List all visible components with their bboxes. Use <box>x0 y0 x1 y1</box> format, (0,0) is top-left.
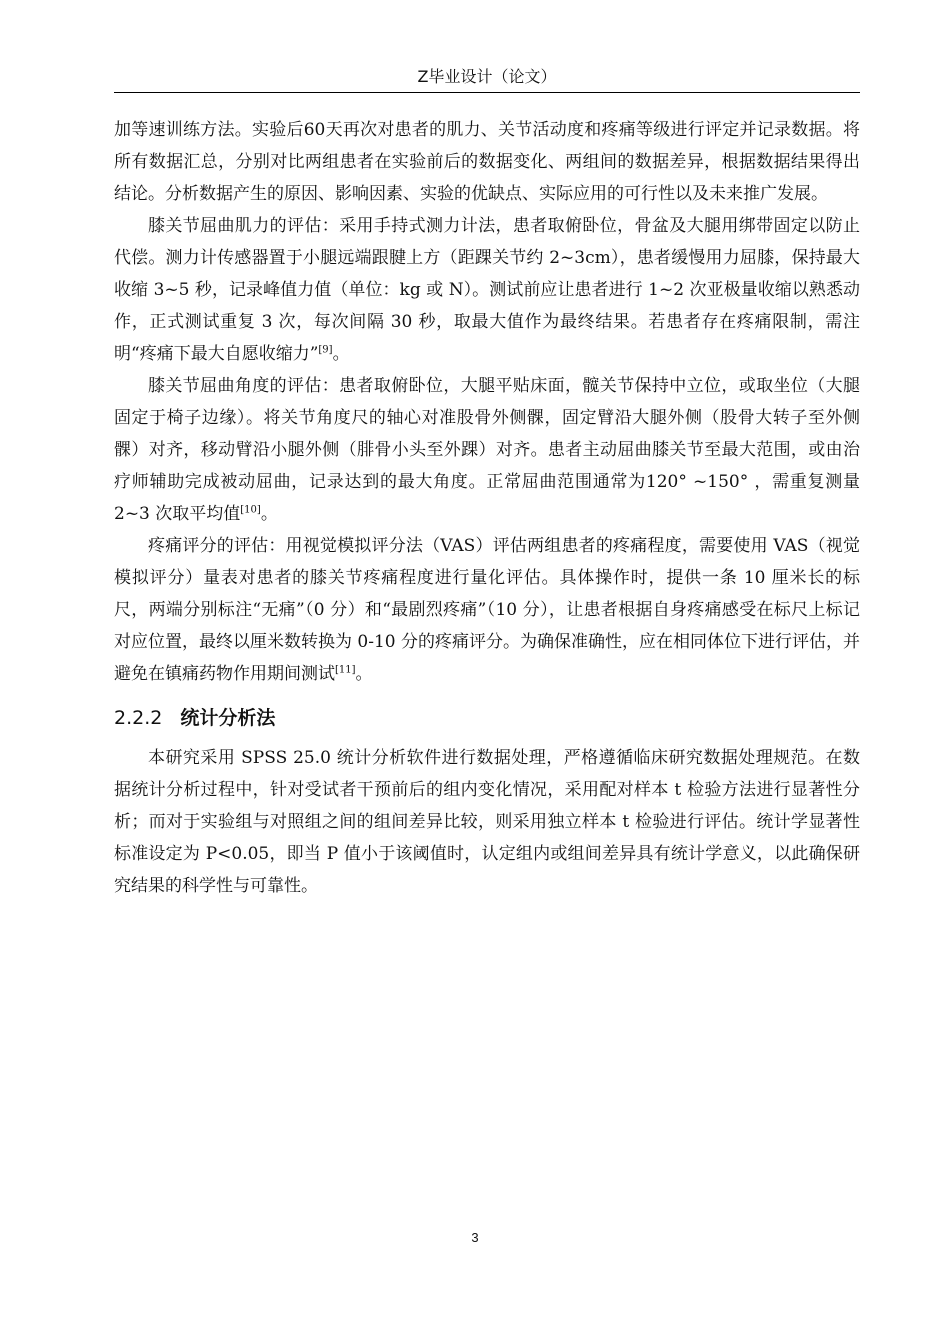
section-title: 统计分析法 <box>180 707 276 729</box>
paragraph-text: 膝关节屈曲肌力的评估：采用手持式测力计法，患者取俯卧位，骨盆及大腿用绑带固定以防止代偿。测力计传感器置于小腿远端跟腱上方（距踝关节约 2~3cm），患者缓慢用力屈膝，保持最大收缩 3~5 秒，记录峰值力值（单位：kg 或 N）。测试前应让患者进行 1~2 次亚极量收缩以熟悉动作，正式测试重复 3 次，每次间隔 30 秒，取最大值作为最终结果。若患者存在疼痛限制，需注明“疼痛下最大自愿收缩力” <box>114 216 860 364</box>
body-paragraph <box>114 114 860 210</box>
page-header: Z毕业设计（论文） <box>417 67 557 86</box>
citation-ref: [11] <box>335 664 356 676</box>
body-paragraph <box>114 742 860 902</box>
citation-ref: [10] <box>240 504 261 516</box>
header-rule <box>114 92 860 93</box>
page-number: 3 <box>471 1230 479 1245</box>
body-paragraph <box>114 530 860 690</box>
paragraph-tail: 。 <box>332 344 350 364</box>
body-paragraph <box>114 370 860 530</box>
section-heading <box>114 702 860 734</box>
citation-ref: [9] <box>318 344 333 356</box>
paragraph-text: 本研究采用 SPSS 25.0 统计分析软件进行数据处理，严格遵循临床研究数据处理规范。在数据统计分析过程中，针对受试者干预前后的组内变化情况，采用配对样本 t 检验方法进行显著性分析；而对于实验组与对照组之间的组间差异比较，则采用独立样本 t 检验进行评估。统计学显著性标准设定为 P<0.05，即当 P 值小于该阈值时，认定组内或组间差异具有统计学意义，以此确保研究结果的科学性与可靠性。 <box>114 748 860 896</box>
section-number: 2.2.2 <box>114 707 163 729</box>
paragraph-tail: 。 <box>355 664 373 684</box>
main-content <box>114 114 860 902</box>
paragraph-tail: 。 <box>260 504 278 524</box>
body-paragraph <box>114 210 860 370</box>
paragraph-text: 疼痛评分的评估：用视觉模拟评分法（VAS）评估两组患者的疼痛程度，需要使用 VAS（视觉模拟评分）量表对患者的膝关节疼痛程度进行量化评估。具体操作时，提供一条 10 厘米长的标尺，两端分别标注“无痛”（0 分）和“最剧烈疼痛”（10 分），让患者根据自身疼痛感受在标尺上标记对应位置，最终以厘米数转换为 0-10 分的疼痛评分。为确保准确性，应在相同体位下进行评估，并避免在镇痛药物作用期间测试 <box>114 536 860 684</box>
paragraph-text: 膝关节屈曲角度的评估：患者取俯卧位，大腿平贴床面，髋关节保持中立位，或取坐位（大腿固定于椅子边缘）。将关节角度尺的轴心对准股骨外侧髁，固定臂沿大腿外侧（股骨大转子至外侧髁）对齐，移动臂沿小腿外侧（腓骨小头至外踝）对齐。患者主动屈曲膝关节至最大范围，或由治疗师辅助完成被动屈曲，记录达到的最大角度。正常屈曲范围通常为120° ~150° ，需重复测量 2~3 次取平均值 <box>114 376 860 524</box>
paragraph-text: 加等速训练方法。实验后60天再次对患者的肌力、关节活动度和疼痛等级进行评定并记录数据。将所有数据汇总，分别对比两组患者在实验前后的数据变化、两组间的数据差异，根据数据结果得出结论。分析数据产生的原因、影响因素、实验的优缺点、实际应用的可行性以及未来推广发展。 <box>114 120 860 204</box>
